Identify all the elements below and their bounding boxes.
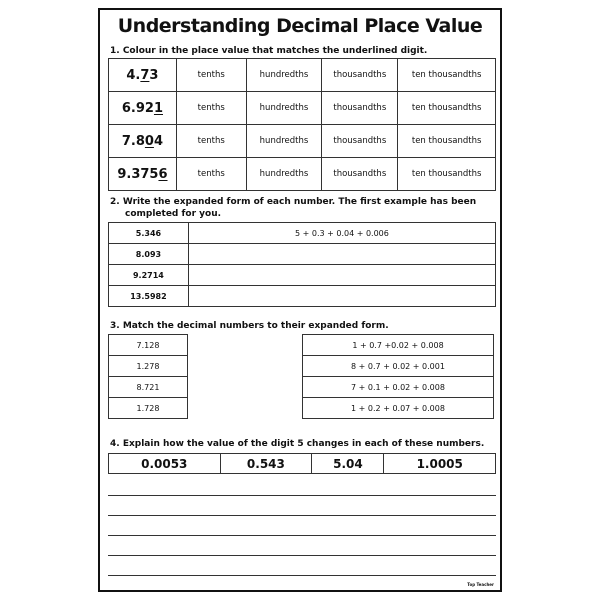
expanded-forms-list [302,334,494,419]
number-cell: 13.5982 [109,286,189,307]
option-tenths[interactable]: tenths [176,125,246,158]
table-row [109,454,496,474]
expanded-form-answer[interactable] [188,286,495,307]
table-row [109,265,496,286]
number-cell: 5.346 [109,223,189,244]
question-1-prompt: 1. Colour in the place value that matches the underlined digit. [110,46,428,56]
match-number[interactable]: 1.728 [109,398,188,419]
underlined-digit: 6 [158,166,168,182]
option-hundredths[interactable]: hundredths [246,92,322,125]
match-expanded-form[interactable]: 7 + 0.1 + 0.02 + 0.008 [303,377,494,398]
table-row [109,377,188,398]
number-cell: 0.0053 [109,454,221,474]
table-row [109,286,496,307]
match-expanded-form[interactable]: 1 + 0.2 + 0.07 + 0.008 [303,398,494,419]
option-ten-thousandths[interactable]: ten thousandths [398,59,496,92]
table-row [109,125,496,158]
brand-footer: Top Teacher [467,582,494,587]
table-row [109,356,188,377]
number-part: 9.375 [117,166,159,182]
decimal-numbers-list [108,334,188,419]
table-row [303,398,494,419]
question-2-line-2: completed for you. [125,209,222,219]
underlined-number [109,158,177,191]
option-tenths[interactable]: tenths [176,59,246,92]
question-3-prompt: 3. Match the decimal numbers to their expanded form. [110,321,389,331]
option-thousandths[interactable]: thousandths [322,59,398,92]
question-2-line-1: 2. Write the expanded form of each number. The first example has been [110,197,477,207]
option-ten-thousandths[interactable]: ten thousandths [398,158,496,191]
digit-five-table [108,453,496,474]
table-row [303,356,494,377]
match-number[interactable]: 8.721 [109,377,188,398]
number-cell: 8.093 [109,244,189,265]
worksheet [98,8,502,592]
option-hundredths[interactable]: hundredths [246,158,322,191]
number-part: 6.92 [121,100,154,116]
table-row [109,158,496,191]
place-value-table [108,58,496,191]
expanded-form-answer[interactable] [188,265,495,286]
table-row [303,377,494,398]
question-4-prompt: 4. Explain how the value of the digit 5 changes in each of these numbers. [110,439,485,449]
question-2-prompt [110,196,476,220]
number-part: 7.8 [121,133,145,149]
table-row [109,92,496,125]
expanded-form-answer: 5 + 0.3 + 0.04 + 0.006 [188,223,495,244]
number-cell: 1.0005 [384,454,496,474]
underlined-number [109,92,177,125]
option-ten-thousandths[interactable]: ten thousandths [398,92,496,125]
worksheet-title: Understanding Decimal Place Value [117,15,483,37]
underlined-digit: 7 [140,67,150,83]
number-part: 4 [153,133,163,149]
underlined-digit: 1 [153,100,163,116]
option-thousandths[interactable]: thousandths [322,92,398,125]
expanded-form-table [108,222,496,307]
writing-line[interactable] [108,535,496,536]
option-hundredths[interactable]: hundredths [246,125,322,158]
table-row [109,223,496,244]
option-thousandths[interactable]: thousandths [322,158,398,191]
number-part: 4. [126,67,141,83]
underlined-number [109,59,177,92]
table-row [109,398,188,419]
option-tenths[interactable]: tenths [176,92,246,125]
number-cell: 9.2714 [109,265,189,286]
writing-line[interactable] [108,575,496,576]
number-cell: 5.04 [312,454,384,474]
number-cell: 0.543 [220,454,312,474]
expanded-form-answer[interactable] [188,244,495,265]
table-row [109,59,496,92]
underlined-number [109,125,177,158]
match-expanded-form[interactable]: 8 + 0.7 + 0.02 + 0.001 [303,356,494,377]
match-number[interactable]: 1.278 [109,356,188,377]
option-hundredths[interactable]: hundredths [246,59,322,92]
table-row [109,244,496,265]
writing-line[interactable] [108,495,496,496]
table-row [109,335,188,356]
writing-line[interactable] [108,555,496,556]
underlined-digit: 0 [144,133,154,149]
match-number[interactable]: 7.128 [109,335,188,356]
match-expanded-form[interactable]: 1 + 0.7 +0.02 + 0.008 [303,335,494,356]
option-ten-thousandths[interactable]: ten thousandths [398,125,496,158]
number-part: 3 [149,67,159,83]
table-row [303,335,494,356]
option-thousandths[interactable]: thousandths [322,125,398,158]
writing-line[interactable] [108,515,496,516]
option-tenths[interactable]: tenths [176,158,246,191]
